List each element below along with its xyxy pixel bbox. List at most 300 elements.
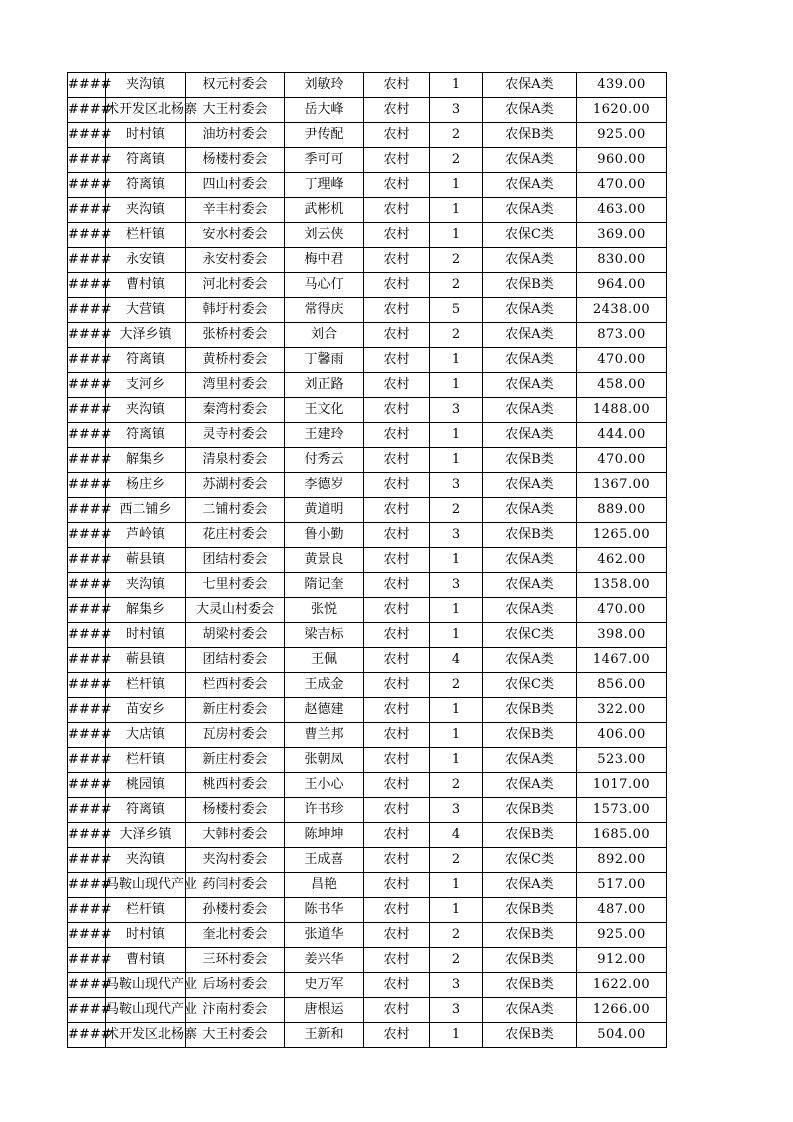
household-count-cell: 1: [430, 623, 483, 648]
record-id-cell: ####: [68, 98, 106, 123]
insurance-category-cell: 农保C类: [483, 673, 577, 698]
amount-cell: 444.00: [577, 423, 667, 448]
area-type-cell: 农村: [364, 323, 430, 348]
amount-cell: 1573.00: [577, 798, 667, 823]
village-committee-cell: 瓦房村委会: [186, 723, 285, 748]
amount-cell: 1367.00: [577, 473, 667, 498]
person-name-cell: 黄景良: [285, 548, 364, 573]
town-cell: 永安镇: [106, 248, 186, 273]
household-count-cell: 1: [430, 198, 483, 223]
amount-cell: 892.00: [577, 848, 667, 873]
area-type-cell: 农村: [364, 973, 430, 998]
area-type-cell: 农村: [364, 773, 430, 798]
amount-cell: 912.00: [577, 948, 667, 973]
amount-cell: 960.00: [577, 148, 667, 173]
town-cell: 桃园镇: [106, 773, 186, 798]
table-row: [68, 1023, 667, 1048]
town-cell: 曹村镇: [106, 273, 186, 298]
person-name-cell: 昌艳: [285, 873, 364, 898]
insurance-category-cell: 农保B类: [483, 923, 577, 948]
person-name-cell: 梁吉标: [285, 623, 364, 648]
record-id-cell: ####: [68, 623, 106, 648]
record-id-cell: ####: [68, 473, 106, 498]
household-count-cell: 2: [430, 923, 483, 948]
village-committee-cell: 团结村委会: [186, 548, 285, 573]
table-row: [68, 748, 667, 773]
amount-cell: 1358.00: [577, 573, 667, 598]
town-cell: 栏杆镇: [106, 748, 186, 773]
record-id-cell: ####: [68, 698, 106, 723]
area-type-cell: 农村: [364, 348, 430, 373]
household-count-cell: 3: [430, 98, 483, 123]
village-committee-cell: 大灵山村委会: [186, 598, 285, 623]
town-cell: 符离镇: [106, 423, 186, 448]
town-cell: 夹沟镇: [106, 848, 186, 873]
record-id-cell: ####: [68, 573, 106, 598]
table-row: [68, 473, 667, 498]
person-name-cell: 马心仃: [285, 273, 364, 298]
village-committee-cell: 大王村委会: [186, 1023, 285, 1048]
person-name-cell: 张悦: [285, 598, 364, 623]
insurance-category-cell: 农保A类: [483, 548, 577, 573]
household-count-cell: 1: [430, 598, 483, 623]
area-type-cell: 农村: [364, 798, 430, 823]
household-count-cell: 1: [430, 898, 483, 923]
table-row: [68, 348, 667, 373]
town-cell: 大泽乡镇: [106, 323, 186, 348]
household-count-cell: 1: [430, 448, 483, 473]
town-cell: 夹沟镇: [106, 573, 186, 598]
town-cell: 时村镇: [106, 623, 186, 648]
amount-cell: 1017.00: [577, 773, 667, 798]
table-row: [68, 673, 667, 698]
record-id-cell: ####: [68, 323, 106, 348]
town-cell: 支河乡: [106, 373, 186, 398]
person-name-cell: 尹传配: [285, 123, 364, 148]
insurance-category-cell: 农保A类: [483, 648, 577, 673]
person-name-cell: 王建玲: [285, 423, 364, 448]
amount-cell: 873.00: [577, 323, 667, 348]
household-count-cell: 1: [430, 548, 483, 573]
table-row: [68, 498, 667, 523]
amount-cell: 470.00: [577, 448, 667, 473]
amount-cell: 1265.00: [577, 523, 667, 548]
table-row: [68, 773, 667, 798]
record-id-cell: ####: [68, 773, 106, 798]
amount-cell: 369.00: [577, 223, 667, 248]
insurance-category-cell: 农保C类: [483, 848, 577, 873]
village-committee-cell: 孙楼村委会: [186, 898, 285, 923]
person-name-cell: 许书珍: [285, 798, 364, 823]
village-committee-cell: 灵寺村委会: [186, 423, 285, 448]
town-cell: 栏杆镇: [106, 223, 186, 248]
amount-cell: 463.00: [577, 198, 667, 223]
insurance-category-cell: 农保A类: [483, 373, 577, 398]
amount-cell: 856.00: [577, 673, 667, 698]
table-row: [68, 148, 667, 173]
table-row: [68, 598, 667, 623]
insurance-category-cell: 农保A类: [483, 573, 577, 598]
town-cell: 马鞍山现代产业: [106, 973, 186, 998]
area-type-cell: 农村: [364, 848, 430, 873]
record-id-cell: ####: [68, 198, 106, 223]
person-name-cell: 陈书华: [285, 898, 364, 923]
area-type-cell: 农村: [364, 198, 430, 223]
amount-cell: 406.00: [577, 723, 667, 748]
insurance-category-cell: 农保B类: [483, 698, 577, 723]
household-count-cell: 1: [430, 698, 483, 723]
person-name-cell: 王文化: [285, 398, 364, 423]
area-type-cell: 农村: [364, 673, 430, 698]
area-type-cell: 农村: [364, 273, 430, 298]
table-row: [68, 373, 667, 398]
area-type-cell: 农村: [364, 498, 430, 523]
record-id-cell: ####: [68, 248, 106, 273]
record-id-cell: ####: [68, 948, 106, 973]
household-count-cell: 4: [430, 648, 483, 673]
amount-cell: 517.00: [577, 873, 667, 898]
town-cell: 时村镇: [106, 923, 186, 948]
area-type-cell: 农村: [364, 73, 430, 98]
household-count-cell: 2: [430, 773, 483, 798]
village-committee-cell: 张桥村委会: [186, 323, 285, 348]
table-row: [68, 73, 667, 98]
town-cell: 符离镇: [106, 173, 186, 198]
village-committee-cell: 安水村委会: [186, 223, 285, 248]
record-id-cell: ####: [68, 873, 106, 898]
record-id-cell: ####: [68, 398, 106, 423]
person-name-cell: 刘正路: [285, 373, 364, 398]
village-committee-cell: 七里村委会: [186, 573, 285, 598]
amount-cell: 830.00: [577, 248, 667, 273]
village-committee-cell: 后场村委会: [186, 973, 285, 998]
household-count-cell: 2: [430, 948, 483, 973]
person-name-cell: 隋记奎: [285, 573, 364, 598]
record-id-cell: ####: [68, 923, 106, 948]
area-type-cell: 农村: [364, 898, 430, 923]
insurance-category-cell: 农保A类: [483, 173, 577, 198]
amount-cell: 1622.00: [577, 973, 667, 998]
area-type-cell: 农村: [364, 873, 430, 898]
table-row: [68, 448, 667, 473]
area-type-cell: 农村: [364, 548, 430, 573]
insurance-category-cell: 农保B类: [483, 1023, 577, 1048]
household-count-cell: 2: [430, 248, 483, 273]
table-row: [68, 548, 667, 573]
record-id-cell: ####: [68, 523, 106, 548]
area-type-cell: 农村: [364, 173, 430, 198]
insurance-category-cell: 农保A类: [483, 198, 577, 223]
household-count-cell: 3: [430, 523, 483, 548]
person-name-cell: 常得庆: [285, 298, 364, 323]
record-id-cell: ####: [68, 798, 106, 823]
village-committee-cell: 汴南村委会: [186, 998, 285, 1023]
village-committee-cell: 新庄村委会: [186, 698, 285, 723]
household-count-cell: 1: [430, 348, 483, 373]
record-id-cell: ####: [68, 223, 106, 248]
town-cell: 西二铺乡: [106, 498, 186, 523]
village-committee-cell: 油坊村委会: [186, 123, 285, 148]
town-cell: 夹沟镇: [106, 398, 186, 423]
village-committee-cell: 永安村委会: [186, 248, 285, 273]
village-committee-cell: 杨楼村委会: [186, 148, 285, 173]
amount-cell: 398.00: [577, 623, 667, 648]
record-id-cell: ####: [68, 598, 106, 623]
amount-cell: 925.00: [577, 123, 667, 148]
household-count-cell: 1: [430, 1023, 483, 1048]
town-cell: 大营镇: [106, 298, 186, 323]
table-body: [68, 73, 667, 1048]
insurance-category-cell: 农保A类: [483, 498, 577, 523]
record-id-cell: ####: [68, 998, 106, 1023]
person-name-cell: 唐根运: [285, 998, 364, 1023]
person-name-cell: 黄道明: [285, 498, 364, 523]
table-row: [68, 898, 667, 923]
table-row: [68, 523, 667, 548]
insurance-category-cell: 农保B类: [483, 898, 577, 923]
village-committee-cell: 新庄村委会: [186, 748, 285, 773]
village-committee-cell: 清泉村委会: [186, 448, 285, 473]
table-row: [68, 923, 667, 948]
area-type-cell: 农村: [364, 223, 430, 248]
household-count-cell: 3: [430, 473, 483, 498]
village-committee-cell: 团结村委会: [186, 648, 285, 673]
village-committee-cell: 大韩村委会: [186, 823, 285, 848]
town-cell: 大泽乡镇: [106, 823, 186, 848]
household-count-cell: 4: [430, 823, 483, 848]
table-row: [68, 623, 667, 648]
person-name-cell: 王成金: [285, 673, 364, 698]
table-row: [68, 323, 667, 348]
village-committee-cell: 辛丰村委会: [186, 198, 285, 223]
person-name-cell: 王成喜: [285, 848, 364, 873]
household-count-cell: 3: [430, 973, 483, 998]
person-name-cell: 武彬机: [285, 198, 364, 223]
person-name-cell: 李德岁: [285, 473, 364, 498]
person-name-cell: 曹兰邦: [285, 723, 364, 748]
amount-cell: 458.00: [577, 373, 667, 398]
table-row: [68, 273, 667, 298]
village-committee-cell: 胡梁村委会: [186, 623, 285, 648]
record-id-cell: ####: [68, 898, 106, 923]
village-committee-cell: 桃西村委会: [186, 773, 285, 798]
table-row: [68, 123, 667, 148]
household-count-cell: 1: [430, 223, 483, 248]
record-id-cell: ####: [68, 73, 106, 98]
insurance-category-cell: 农保A类: [483, 998, 577, 1023]
record-id-cell: ####: [68, 498, 106, 523]
area-type-cell: 农村: [364, 373, 430, 398]
town-cell: 夹沟镇: [106, 73, 186, 98]
town-cell: 符离镇: [106, 148, 186, 173]
person-name-cell: 姜兴华: [285, 948, 364, 973]
household-count-cell: 1: [430, 373, 483, 398]
record-id-cell: ####: [68, 648, 106, 673]
insurance-category-cell: 农保A类: [483, 73, 577, 98]
record-id-cell: ####: [68, 373, 106, 398]
insurance-category-cell: 农保A类: [483, 423, 577, 448]
insurance-category-cell: 农保B类: [483, 123, 577, 148]
amount-cell: 1488.00: [577, 398, 667, 423]
amount-cell: 964.00: [577, 273, 667, 298]
record-id-cell: ####: [68, 123, 106, 148]
person-name-cell: 王新和: [285, 1023, 364, 1048]
area-type-cell: 农村: [364, 748, 430, 773]
household-count-cell: 2: [430, 148, 483, 173]
amount-cell: 1467.00: [577, 648, 667, 673]
table-row: [68, 248, 667, 273]
household-count-cell: 5: [430, 298, 483, 323]
town-cell: 符离镇: [106, 348, 186, 373]
insurance-category-cell: 农保B类: [483, 973, 577, 998]
household-count-cell: 3: [430, 573, 483, 598]
area-type-cell: 农村: [364, 148, 430, 173]
table-row: [68, 698, 667, 723]
person-name-cell: 岳大峰: [285, 98, 364, 123]
person-name-cell: 王佩: [285, 648, 364, 673]
person-name-cell: 史万军: [285, 973, 364, 998]
town-cell: 蕲县镇: [106, 648, 186, 673]
person-name-cell: 王小心: [285, 773, 364, 798]
area-type-cell: 农村: [364, 698, 430, 723]
village-committee-cell: 河北村委会: [186, 273, 285, 298]
household-count-cell: 1: [430, 173, 483, 198]
village-committee-cell: 药闫村委会: [186, 873, 285, 898]
person-name-cell: 陈坤坤: [285, 823, 364, 848]
table-row: [68, 848, 667, 873]
area-type-cell: 农村: [364, 298, 430, 323]
data-table: [67, 72, 667, 1048]
village-committee-cell: 杨楼村委会: [186, 798, 285, 823]
town-cell: 栏杆镇: [106, 673, 186, 698]
person-name-cell: 刘云侠: [285, 223, 364, 248]
record-id-cell: ####: [68, 348, 106, 373]
amount-cell: 487.00: [577, 898, 667, 923]
table-row: [68, 573, 667, 598]
table-row: [68, 973, 667, 998]
village-committee-cell: 二铺村委会: [186, 498, 285, 523]
town-cell: 夹沟镇: [106, 198, 186, 223]
household-count-cell: 2: [430, 673, 483, 698]
area-type-cell: 农村: [364, 123, 430, 148]
table-row: [68, 298, 667, 323]
insurance-category-cell: 农保B类: [483, 798, 577, 823]
amount-cell: 523.00: [577, 748, 667, 773]
household-count-cell: 2: [430, 323, 483, 348]
insurance-category-cell: 农保B类: [483, 273, 577, 298]
amount-cell: 439.00: [577, 73, 667, 98]
record-id-cell: ####: [68, 723, 106, 748]
record-id-cell: ####: [68, 973, 106, 998]
record-id-cell: ####: [68, 173, 106, 198]
amount-cell: 925.00: [577, 923, 667, 948]
insurance-category-cell: 农保A类: [483, 873, 577, 898]
person-name-cell: 梅中君: [285, 248, 364, 273]
town-cell: 符离镇: [106, 798, 186, 823]
village-committee-cell: 四山村委会: [186, 173, 285, 198]
table-row: [68, 198, 667, 223]
town-cell: 苗安乡: [106, 698, 186, 723]
record-id-cell: ####: [68, 273, 106, 298]
village-committee-cell: 权元村委会: [186, 73, 285, 98]
village-committee-cell: 秦湾村委会: [186, 398, 285, 423]
village-committee-cell: 黄桥村委会: [186, 348, 285, 373]
household-count-cell: 2: [430, 273, 483, 298]
amount-cell: 322.00: [577, 698, 667, 723]
record-id-cell: ####: [68, 548, 106, 573]
table-row: [68, 223, 667, 248]
area-type-cell: 农村: [364, 423, 430, 448]
insurance-category-cell: 农保B类: [483, 948, 577, 973]
person-name-cell: 刘合: [285, 323, 364, 348]
town-cell: 栏杆镇: [106, 898, 186, 923]
person-name-cell: 付秀云: [285, 448, 364, 473]
insurance-category-cell: 农保B类: [483, 823, 577, 848]
village-committee-cell: 三环村委会: [186, 948, 285, 973]
insurance-category-cell: 农保C类: [483, 623, 577, 648]
amount-cell: 504.00: [577, 1023, 667, 1048]
record-id-cell: ####: [68, 448, 106, 473]
village-committee-cell: 花庄村委会: [186, 523, 285, 548]
table-row: [68, 648, 667, 673]
record-id-cell: ####: [68, 823, 106, 848]
household-count-cell: 3: [430, 798, 483, 823]
village-committee-cell: 奎北村委会: [186, 923, 285, 948]
table-row: [68, 723, 667, 748]
area-type-cell: 农村: [364, 623, 430, 648]
area-type-cell: 农村: [364, 523, 430, 548]
amount-cell: 2438.00: [577, 298, 667, 323]
area-type-cell: 农村: [364, 723, 430, 748]
area-type-cell: 农村: [364, 1023, 430, 1048]
person-name-cell: 季可可: [285, 148, 364, 173]
town-cell: 马鞍山现代产业: [106, 998, 186, 1023]
town-cell: 芦岭镇: [106, 523, 186, 548]
town-cell: 曹村镇: [106, 948, 186, 973]
insurance-category-cell: 农保A类: [483, 298, 577, 323]
area-type-cell: 农村: [364, 998, 430, 1023]
insurance-category-cell: 农保A类: [483, 248, 577, 273]
household-count-cell: 1: [430, 873, 483, 898]
record-id-cell: ####: [68, 298, 106, 323]
area-type-cell: 农村: [364, 473, 430, 498]
amount-cell: 1266.00: [577, 998, 667, 1023]
household-count-cell: 2: [430, 123, 483, 148]
insurance-category-cell: 农保A类: [483, 748, 577, 773]
insurance-category-cell: 农保A类: [483, 473, 577, 498]
amount-cell: 889.00: [577, 498, 667, 523]
person-name-cell: 丁理峰: [285, 173, 364, 198]
village-committee-cell: 苏湖村委会: [186, 473, 285, 498]
insurance-category-cell: 农保A类: [483, 773, 577, 798]
area-type-cell: 农村: [364, 923, 430, 948]
insurance-category-cell: 农保B类: [483, 448, 577, 473]
insurance-category-cell: 农保A类: [483, 148, 577, 173]
insurance-category-cell: 农保A类: [483, 348, 577, 373]
table-row: [68, 873, 667, 898]
village-committee-cell: 夹沟村委会: [186, 848, 285, 873]
amount-cell: 1620.00: [577, 98, 667, 123]
person-name-cell: 张道华: [285, 923, 364, 948]
area-type-cell: 农村: [364, 98, 430, 123]
household-count-cell: 3: [430, 998, 483, 1023]
town-cell: 术开发区北杨寨: [106, 1023, 186, 1048]
village-committee-cell: 湾里村委会: [186, 373, 285, 398]
household-count-cell: 1: [430, 423, 483, 448]
village-committee-cell: 大王村委会: [186, 98, 285, 123]
table-row: [68, 173, 667, 198]
area-type-cell: 农村: [364, 948, 430, 973]
